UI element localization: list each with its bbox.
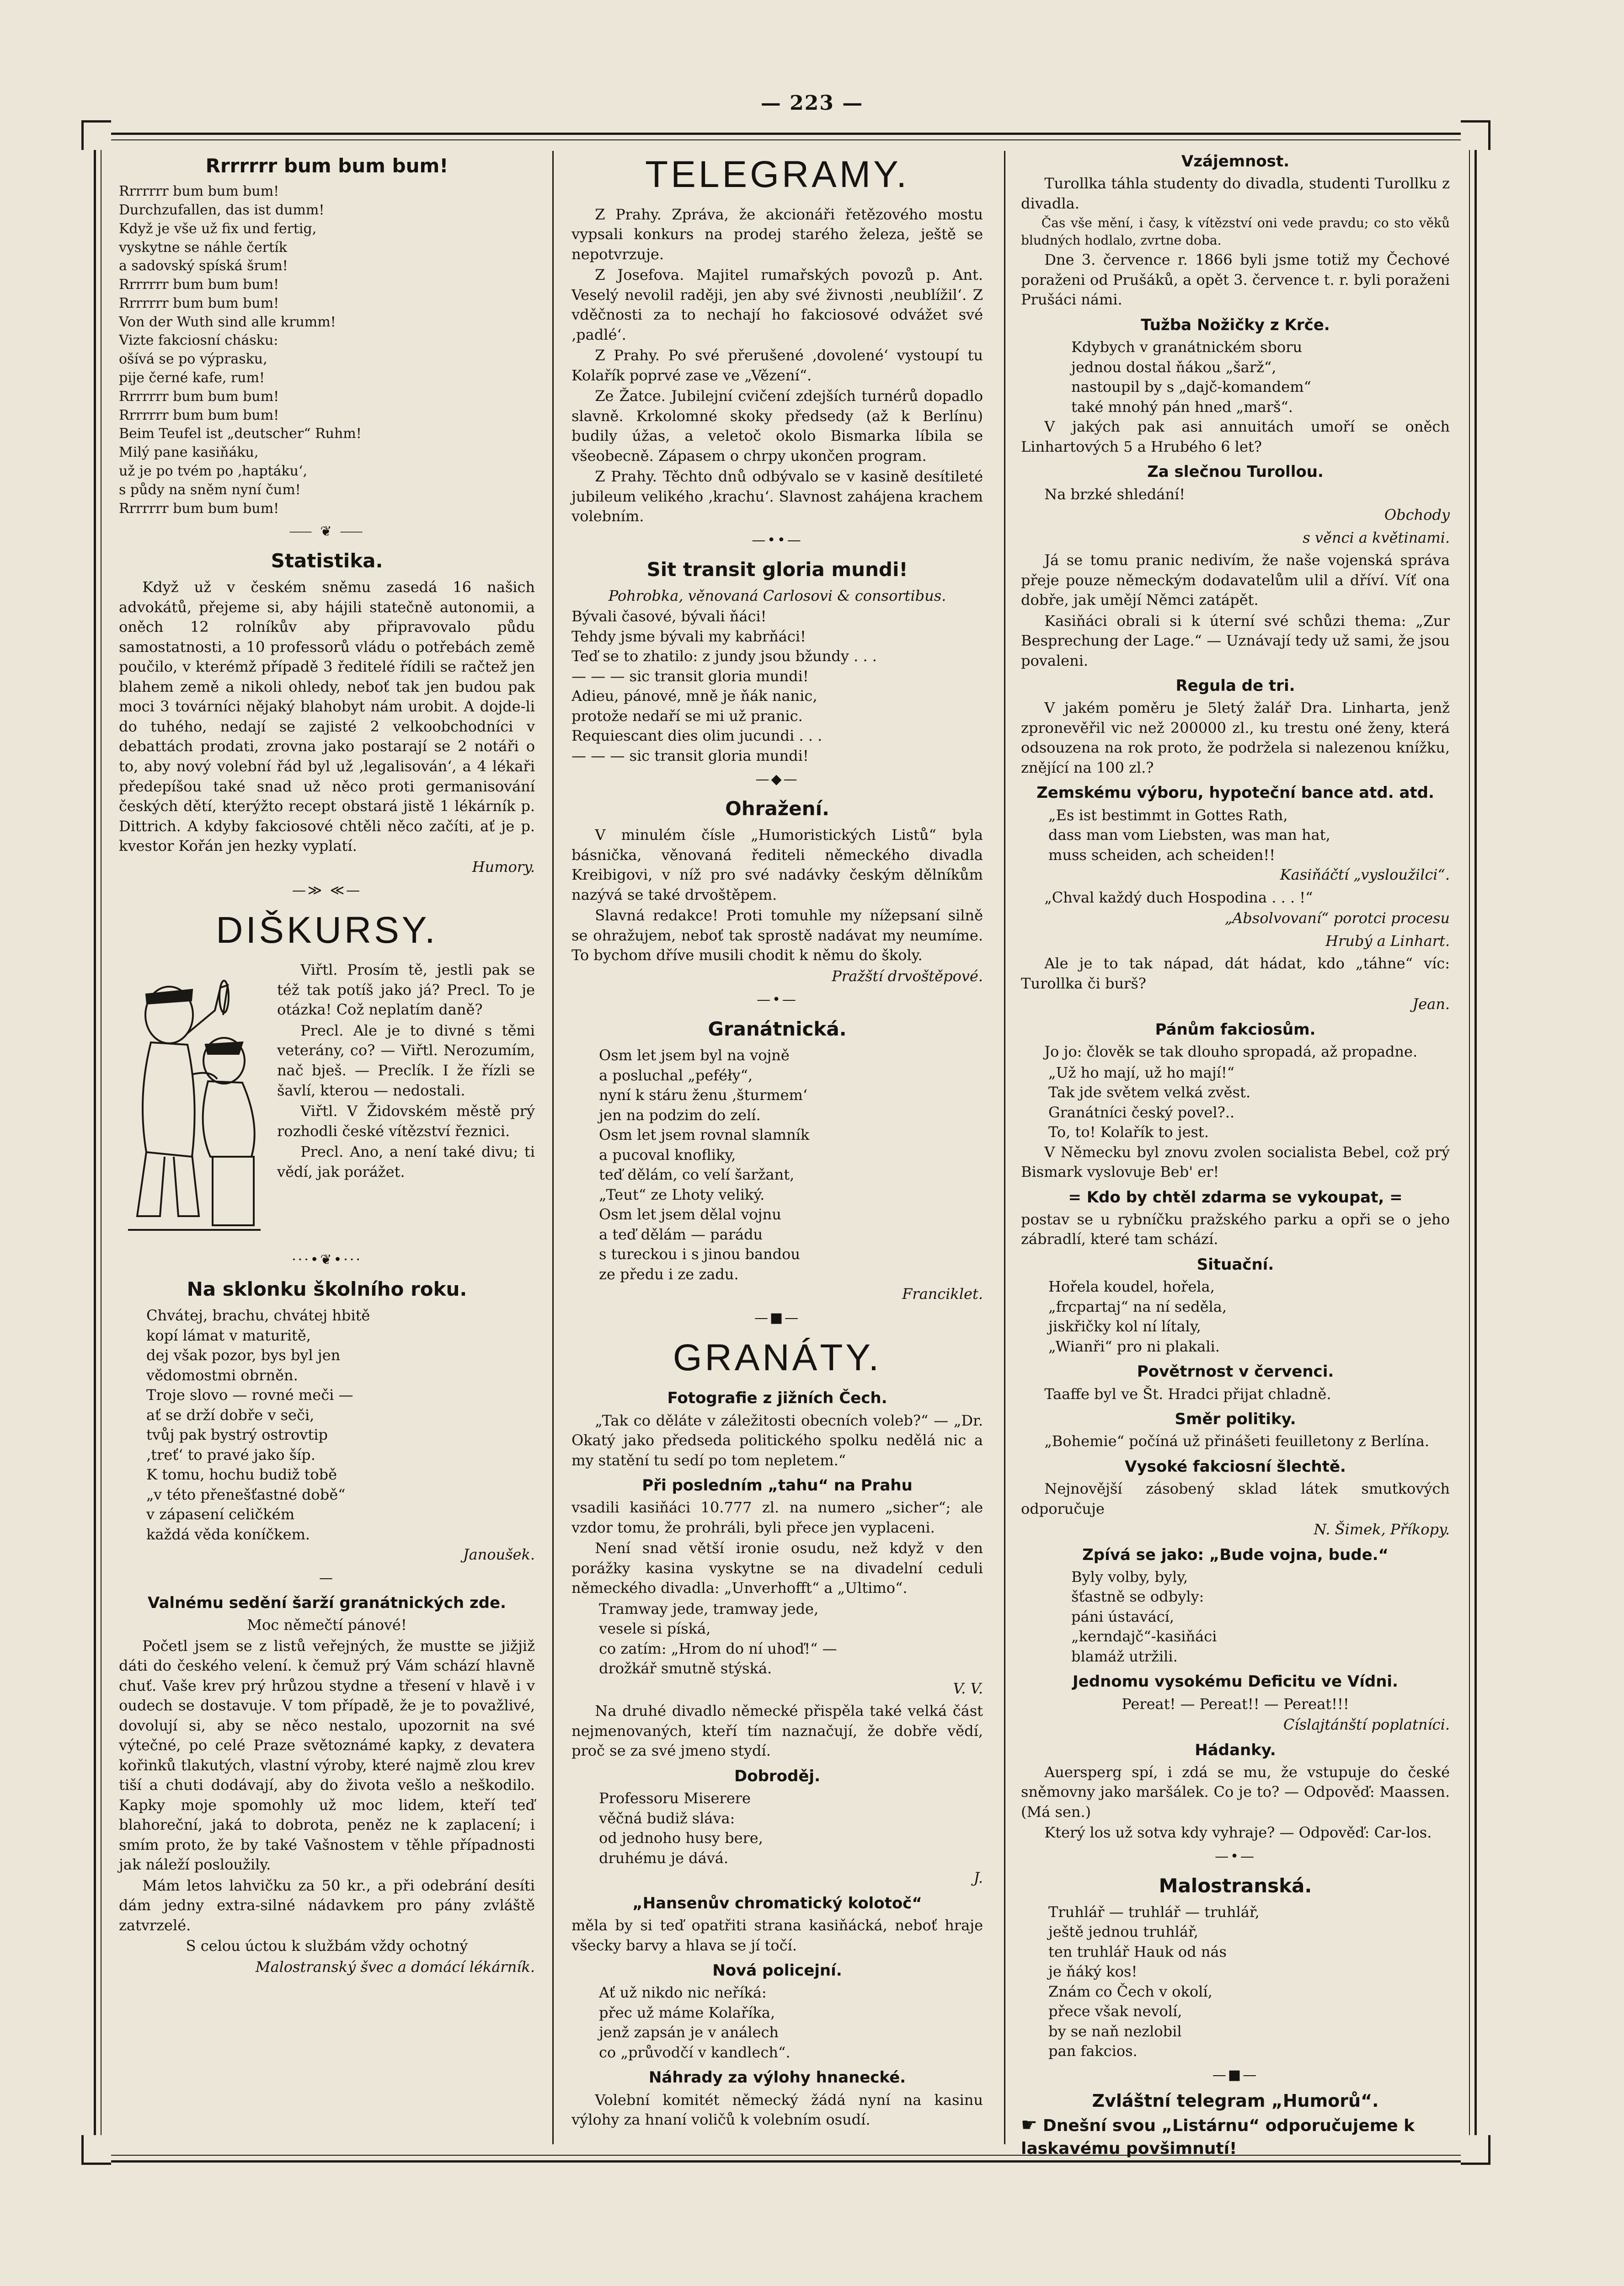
poem-line: „Es ist bestimmt in Gottes Rath, [1048,806,1288,824]
poem-line: dej však pozor, bys byl jen [146,1346,341,1364]
poem-line: „Wianři“ pro ni plakali. [1048,1337,1220,1355]
nova-policejni-poem [572,1983,983,2062]
vzajemnost-text: Turollka táhla studenty do divadla, studenti Turollku z divadla. [1021,175,1450,212]
poem-line: nyní k stáru ženu ‚šturmem‘ [599,1086,808,1104]
ornament-divider: —■— [754,1309,801,1326]
poem-line: v zápasení celičkém [146,1506,295,1523]
regula-text: V jakém poměru je 5letý žalář Dra. Linharta, jenž zpronevěřil vic než 200000 zl., ku trestu oné ženy, která odsouzena na rok proto, že podržela si nalezenou knížku, znějící na 100 zl.? [1021,699,1450,776]
zpiva-title: Zpívá se jako: „Bude vojna, bude.“ [1082,1545,1389,1564]
telegram-item: Z Prahy. Po své přerušené ‚dovolené‘ vystoupí tu Kolařík poprvé zase ve „Vězení“. [572,347,983,384]
nova-policejni-title: Nová policejní. [712,1961,842,1980]
poem-line: vědomostmi obrněn. [146,1366,298,1384]
vzajemnost-text-3: Dne 3. července r. 1866 byli jsme totiž my Čechové poraženi od Prušáků, a opět 3. července t. r. byli poraženi Prušáci námi. [1021,251,1450,309]
poem-line: drožkář smutně stýská. [599,1660,772,1677]
poem-line: blamáž utržili. [1071,1647,1178,1665]
poem-line: Hořela koudel, hořela, [1048,1278,1215,1296]
poem-line: kopí lámat v maturitě, [146,1326,311,1344]
poem-line: ošívá se po výprasku, [119,351,267,368]
hansen-text: měla by si teď opatřiti strana kasiňácká, neboť hraje všecky barvy a hlava se jí točí. [572,1917,983,1954]
deficit-title: Jednomu vysokému Deficitu ve Vídni. [1073,1672,1398,1691]
hadanky-text: Auersperg spí, i zdá se mu, že vstupuje do české sněmovny jako maršálek. Co je to? — Odpověď: Maassen. (Má sen.) [1021,1763,1450,1821]
turollon-signature: Obchody [1384,506,1450,524]
poem-line: přec už máme Kolaříka, [599,2003,775,2021]
statistika-text: Když už v českém sněmu zasedá 16 našich advokátů, přejeme si, aby hájili statečně autonomii, a oněch 12 rolníkův aby připravovalo půdu samostatnosti, a 10 professorů vládu o potřebách země poučilo, v kterémž případě 3 ředitelé řídili se račtež jen blahem země a nikoli ohledy, neboť tak jen budou pak moci 3 továrníci nějaký blahobyt nám urobit. A dojde-li do tuhého, nedají se zajisté 2 velkoobchodníci v debattách prodati, zrovna jako postarají se 2 notáři o to, aby nový volební řád byl už ‚legalisován‘, a 4 lékaři předepíšou také snad už něco proti germanisování českých dětí, kterýžto recept obstará jistě 1 lékárník p. Dittrich. A kdyby fakciosové chtěli něco začíti, ať je p. kvestor Kořán jen hezky vyplatí. [119,578,535,855]
frame-corner-ornament [81,120,111,150]
granatnicka-signature: Franciklet. [902,1285,983,1303]
poem-line: Beim Teufel ist „deutscher“ Ruhm! [119,426,362,442]
dobrodej-poem [572,1789,983,1868]
page-number: — 223 — [760,91,864,115]
poem-line: Osm let jsem rovnal slamník [599,1126,810,1144]
foto-title: Fotografie z jižních Čech. [667,1389,887,1408]
poem-line: ‚treť‘ to pravé jako šíp. [146,1446,315,1463]
chval-signature: „Absolvovaní“ porotci procesu [1224,909,1450,927]
nahrady-text: Volební komitét německý žádá nyní na kasinu výlohy za hnaní voličů k volebním osudí. [572,2091,983,2129]
rrrr-poem [119,182,535,518]
sklonek-poem [119,1306,535,1544]
chval-signature-2: Hrubý a Linhart. [1325,932,1450,950]
poem-line: šťastně se odbyly: [1071,1588,1204,1606]
poem-line: dass man vom Liebsten, was man hat, [1048,826,1330,844]
poem-line: Durchzufallen, das ist dumm! [119,202,325,218]
ornament-divider: —•— [1215,1848,1256,1864]
valne-text: Početl jsem se z listů veřejných, že mustte se jižjiž dáti do českého velení. k čemuž prý Vám schází hlavně chuť. Vaše krev prý hrůzou stydne a třesení v hlavě i v oudech se dostavuje. V tom případě, že je to považlivé, dovolují si, aby se něco nestalo, upozornit na své výtečné, po celé Praze světoznámé kapky, z devatera kořinků tlakutých, vlastní výroby, které najmě zlou krev tiší a chuti dodávají, aby do života vešlo a neškodilo. Kapky moje spomohly už moc lidem, kteří teď blahoreční, jaká to dobrota, peněz ne k zaplacení; i smím proto, že by také Vašnostem v těhle případnosti jak náleží posloužily. [119,1637,535,1874]
veterans-illustration [119,960,270,1244]
poem-line: vesele si píská, [599,1620,711,1638]
diskursy-title: DIŠKURSY. [216,909,438,951]
turollon-text: Na brzké shledání! [1044,485,1186,503]
povetrnost-text: Taaffe byl ve Št. Hradci přijat chladně. [1044,1385,1331,1403]
poem-line: Professoru Miserere [599,1789,751,1807]
kdo-text: postav se u rybníčku pražského parku a opři se o jeho zábradlí, které tam schází. [1021,1210,1450,1248]
tah-title: Při posledním „tahu“ na Prahu [642,1476,913,1495]
ornament-divider: —•— [757,992,798,1008]
poem-line: Requiescant dies olim jucundi . . . [572,727,823,745]
poem-line: a sadovský spíská šrum! [119,258,288,274]
poem-line: Adieu, pánové, mně je ňák nanic, [572,687,817,705]
poem-line: „kerndajč“-kasiňáci [1071,1628,1217,1645]
poem-line: Vizte fakciosní chásku: [119,332,278,349]
poem-line: Rrrrrrr bum bum bum! [119,183,279,200]
tramway-poem [572,1599,983,1679]
poem-line: Milý pane kasiňáku, [119,444,259,461]
telegram-item: Z Prahy. Těchto dnů odbývalo se v kasině desítileté jubileum velikého ‚krachu‘. Slavnost zahájena krachem volebním. [572,468,983,525]
pointing-hand-icon: ☛ [1021,2115,1037,2136]
panum-text: Jo jo: člověk se tak dlouho spropadá, až propadne. [1044,1043,1418,1061]
telegramy-list [572,205,983,527]
poem-line: co „průvodčí v kandlech“. [599,2043,791,2061]
poem-line: teď dělám, co velí šaržant, [599,1166,795,1184]
statistika-signature: Humory. [472,858,535,876]
tuzba-title: Tužba Nožičky z Krče. [1141,315,1330,334]
dialogue-paragraph: Precl. Ano, a není také divu; ti vědí, jak porážet. [277,1143,535,1180]
vysoke-text: Nejnovější zásobený sklad látek smutkových odporučuje [1021,1480,1450,1517]
statistika-title: Statistika. [271,550,383,572]
vzajemnost-title: Vzájemnost. [1181,152,1290,171]
poem-line: jenž zapsán je v análech [599,2024,779,2041]
telegram-item: Z Josefova. Majitel rumařských povozů p. Ant. Veselý nevolil raději, jen aby své živnosti ‚neublížil‘. Z vděčnosti za to nechají ho fakciosové odvážet své ‚padlé‘. [572,266,983,343]
poem-line: Rrrrrrr bum bum bum! [119,295,279,311]
poem-line: vyskytne se náhle čertík [119,239,287,256]
vysoke-title: Vysoké fakciosní šlechtě. [1125,1457,1346,1476]
sklonek-title: Na sklonku školního roku. [187,1278,467,1301]
turollon-signature-2: s věnci a květinami. [1303,529,1450,546]
poem-line: páni ústavácí, [1071,1608,1175,1625]
valne-closing: S celou úctou k službám vždy ochotný [186,1937,468,1955]
ornament-divider: —◆— [755,771,799,788]
valne-title: Valnému sedění šarží granátnických zde. [148,1593,506,1612]
ornament-divider: ⸺ ❦ ⸺ [289,523,365,540]
turollon-title: Za slečnou Turollou. [1147,463,1324,481]
poem-line: ten truhlář Hauk od nás [1048,1943,1227,1960]
zvlastni-telegram-text: Dnešní svou „Listárnu“ odporučujeme k laskavému povšimnutí! [1021,2116,1415,2158]
tahne-signature: Jean. [1412,995,1450,1013]
column-left [105,146,544,2144]
poem-line: už je po tvém po ‚haptáku‘, [119,463,308,480]
poem-line: jen na podzim do zelí. [599,1106,761,1124]
valne-greeting: Moc němečtí pánové! [247,1616,407,1634]
poem-line: „v této přenešťastné době“ [146,1485,346,1503]
poem-line: — — — sic transit gloria mundi! [572,667,809,685]
ohrazeni-signature: Pražští drvoštěpové. [832,967,983,985]
sit-transit-title: Sit transit gloria mundi! [646,558,908,581]
pranice-text: Já se tomu pranic nedivím, že naše vojenská správa přeje pouze německým dodavatelům ulil a dříví. Víť ona dobře, jak umějí Němci zatápět. [1021,551,1450,609]
poem-line: a teď dělám — parádu [599,1225,763,1243]
granatnicka-poem [572,1046,983,1284]
zpiva-poem [1021,1567,1450,1667]
poem-line: Kdybych v granátnickém sboru [1071,338,1303,356]
poem-line: Byly volby, byly, [1071,1568,1188,1586]
hadanky-title: Hádanky. [1195,1741,1276,1759]
ohrazeni-text-2: Slavná redakce! Proti tomuhle my nížepsaní silně se ohražujem, neboť tak sprostě nadávat my neumíme. To bychom dříve musili chodit k němu do školy. [572,907,983,964]
bebel-text: V Německu byl znovu zvolen socialista Bebel, což prý Bismark vyslovuje Beb' er! [1021,1143,1450,1181]
vysoke-signature: N. Šimek, Příkopy. [1314,1521,1450,1538]
poem-line: také mnohý pán hned „marš“. [1071,398,1293,416]
column-rule [552,151,554,2144]
telegramy-title: TELEGRAMY. [645,154,909,195]
kdo-title: = Kdo by chtěl zdarma se vykoupat, = [1068,1188,1403,1207]
dialogue-paragraph: Precl. Ale je to divné s těmi veterány, co? — Viřtl. Nerozumím, nač bješ. — Preclík. I že řízli se šavlí, kterou — nedostali. [277,1021,535,1099]
situace-title: Situační. [1197,1255,1274,1274]
poem-line: pan fakcios. [1048,2042,1138,2060]
column-right [1008,146,1461,2158]
poem-line: K tomu, hochu budiž tobě [146,1466,337,1484]
panum-poem [1021,1063,1450,1143]
poem-line: jednou dostal ňákou „šarž“, [1071,358,1277,376]
poem-line: co zatím: „Hrom do ní uhoď!“ — [599,1640,837,1657]
poem-line: přece však nevolí, [1048,2003,1182,2020]
malostranska-poem [1021,1902,1450,2062]
chval-text: „Chval každý duch Hospodina . . . !“ [1044,888,1313,906]
poem-line: Tehdy jsme bývali my kabrňáci! [572,627,806,645]
poem-line: „frcpartaj“ na ní seděla, [1048,1298,1227,1315]
poem-line: Osm let jsem dělal vojnu [599,1206,781,1223]
poem-line: Osm let jsem byl na vojně [599,1047,790,1064]
valne-text-2: Mám letos lahvičku za 50 kr., a při odebrání desíti dám jedny extra-silné nádavkem pro pány zvláště zatvrzelé. [119,1876,535,1934]
dialogue-paragraph: Viřtl. V Židovském městě prý rozhodli české vítězství řeznici. [277,1102,535,1140]
poem-line: protože nedaří se mi už pranic. [572,707,803,725]
poem-line: Bývali časové, bývali ňáci! [572,608,767,625]
poem-line: Rrrrrrr bum bum bum! [119,500,279,517]
tah-text-2: Není snad větší ironie osudu, než když v den porážky kasina vyskytne se na divadelní ceduli německého divadla: „Unverhofft“ a „Ultimo“. [572,1539,983,1597]
povetrnost-title: Povětrnost v červenci. [1137,1362,1334,1381]
regula-title: Regula de tri. [1175,677,1295,695]
poem-line: Von der Wuth sind alle krumm! [119,314,336,330]
poem-line: „Teut“ ze Lhoty veliký. [599,1186,765,1203]
poem-line: každá věda koníčkem. [146,1525,310,1543]
poem-line: — — — sic transit gloria mundi! [572,747,809,764]
rrrr-title: Rrrrrrr bum bum bum! [205,155,449,177]
ornament-divider: —■— [1212,2067,1259,2083]
kasinaci-text: Kasiňáci obrali si k úterní své schůzi thema: „Zur Besprechung der Lage.“ — Uznávají tedy už sami, že jsou povaleni. [1021,612,1450,669]
column-middle [558,146,997,2144]
poem-line: „Už ho mají, už ho mají!“ [1048,1063,1235,1081]
poem-line: Granátníci český povel?.. [1048,1103,1235,1121]
sklonek-signature: Janoušek. [463,1545,535,1563]
linhart-text: V jakých pak asi annuitách umoří se oněch Linhartových 5 a Hrubého 6 let? [1021,418,1450,455]
telegram-item: Z Prahy. Zpráva, že akcionáři řetězového mostu vypsali konkurs na prodej starého železa, ještě se nepotvrzuje. [572,205,983,263]
poem-line: Když je vše už fix und fertig, [119,220,317,237]
vzajemnost-text-2: Čas vše mění, i časy, k vítězství oni vede pravdu; co sto věků bludných hodlalo, zvrtne doba. [1021,215,1450,248]
tah-text: vsadili kasiňáci 10.777 zl. na numero „sicher“; ale vzdor tomu, že prohráli, byli přece jen vyplaceni. [572,1499,983,1536]
poem-line: je ňáký kos! [1048,1963,1138,1981]
dobrodej-title: Dobroděj. [734,1767,820,1785]
ohrazeni-title: Ohražení. [725,797,829,820]
column-rule [1004,151,1005,2144]
poem-line: Chvátej, brachu, chvátej hbitě [146,1307,370,1325]
telegram-item: Ze Žatce. Jubilejní cvičení zdejších turnérů dopadlo slavně. Krkolomné skoky předsedy (až k Berlínu) budily úžas, a veletoč okolo Bismarka líbila se všeobecně. Zápasem o chrpy ukončen program. [572,387,983,465]
poem-line: Rrrrrrr bum bum bum! [119,407,279,423]
zemskemu-poem [1021,806,1450,865]
poem-line: věčná budiž sláva: [599,1809,735,1827]
dobrodej-signature: J. [973,1869,983,1887]
poem-line: Tak jde světem velká zvěst. [1048,1084,1250,1101]
poem-line: a posluchal „peféły“, [599,1066,753,1084]
tahne-text: Ale je to tak nápad, dát hádat, kdo „táhne“ víc: Turollka či burš? [1021,955,1450,992]
zvlastni-telegram-title: Zvláštní telegram „Humorů“. [1092,2090,1379,2111]
poem-line: Teď se to zhatilo: z jundy jsou bžundy . . . [572,647,877,665]
poem-line: muss scheiden, ach scheiden!! [1048,846,1276,864]
ornament-divider: —≫ ≪— [292,882,362,899]
sit-transit-poem [572,607,983,766]
poem-line: ještě jednou truhlář, [1048,1923,1198,1941]
poem-line: nastoupil by s „dajč-komandem“ [1071,378,1311,396]
zemskemu-title: Zemskému výboru, hypoteční bance atd. atd. [1036,784,1434,802]
druhe-divadlo-text: Na druhé divadlo německé přispěla také velká část nejmenovaných, kteří tím naznačují, že dobře vědí, proč se za své jmeno stydí. [572,1702,983,1760]
poem-line: To, to! Kolařík to jest. [1048,1123,1209,1141]
tramway-signature: V. V. [953,1679,983,1697]
hansen-title: „Hansenův chromatický kolotoč“ [632,1894,922,1912]
granatnicka-title: Granátnická. [708,1018,847,1041]
ohrazeni-text: V minulém čísle „Humoristických Listů“ byla básnička, věnovaná řediteli německého divadla Kreibigovi, v níž pro své nadávky českým dělníkům nazývá se také drvoštěpem. [572,826,983,903]
frame-corner-ornament [1461,120,1490,150]
poem-line: ať se drží dobře v seči, [146,1406,315,1424]
frame-corner-ornament [1461,2135,1490,2165]
zvlastni-telegram-notice [1021,2113,1450,2160]
poem-line: s tureckou i s jinou bandou [599,1245,800,1263]
deficit-text: Pereat! — Pereat!! — Pereat!!! [1122,1695,1349,1713]
poem-line: Znám co Čech v okolí, [1048,1982,1213,2000]
dialogue-paragraph: Viřtl. Prosím tě, jestli pak se též tak potíš jako já? Precl. To je otázka! Což neplatím daně? [277,961,535,1019]
poem-line: ze předu i ze zadu. [599,1265,739,1283]
smer-text: „Bohemie“ počíná už přinášeti feuilletony z Berlína. [1044,1432,1429,1450]
foto-text: „Tak co děláte v záležitosti obecních voleb?“ — „Dr. Okatý jako předseda politického spolku nedělá nic a my statění tu sedí po tom nepletem.“ [572,1411,983,1469]
granaty-title: GRANÁTY. [673,1336,882,1378]
zemskemu-signature: Kasiňáčtí „vysloužilci“. [1280,866,1450,884]
sit-transit-subtitle: Pohrobka, věnovaná Carlosovi & consortibus. [608,587,946,604]
panum-title: Pánům fakciosům. [1155,1020,1316,1039]
poem-line: a pucoval knofliky, [599,1146,736,1164]
deficit-signature: Císlajtánští poplatníci. [1283,1716,1450,1734]
poem-line: Rrrrrrr bum bum bum! [119,277,279,293]
poem-line: pije černé kafe, rum! [119,370,265,386]
poem-line: Troje slovo — rovné meči — [146,1386,353,1404]
poem-line: druhému je dává. [599,1849,728,1867]
poem-line: Ať už nikdo nic neříká: [599,1984,767,2002]
poem-line: by se naň nezlobil [1048,2022,1182,2040]
poem-line: Rrrrrrr bum bum bum! [119,388,279,405]
ornament-divider: ···•❦•··· [292,1252,362,1268]
poem-line: jiskřičky kol ní lítaly, [1048,1318,1201,1335]
hadanky-text-2: Který los už sotva kdy vyhraje? — Odpověď: Car-los. [1044,1824,1432,1842]
nahrady-title: Náhrady za výlohy hnanecké. [648,2068,906,2087]
poem-line: od jednoho husy bere, [599,1829,763,1847]
smer-title: Směr politiky. [1175,1410,1296,1429]
valne-signature: Malostranský švec a domácí lékárník. [255,1958,535,1976]
situace-poem [1021,1277,1450,1357]
poem-line: Truhlář — truhlář — truhlář, [1048,1903,1260,1921]
poem-line: s půdy na sněm nyní čum! [119,481,301,498]
poem-line: Tramway jede, tramway jede, [599,1600,819,1618]
malostranska-title: Malostranská. [1159,1874,1312,1897]
poem-line: tvůj pak bystrý ostrovtip [146,1426,328,1444]
ornament-divider: — [319,1570,335,1586]
tuzba-poem [1021,337,1450,417]
ornament-divider: —••— [752,532,803,548]
